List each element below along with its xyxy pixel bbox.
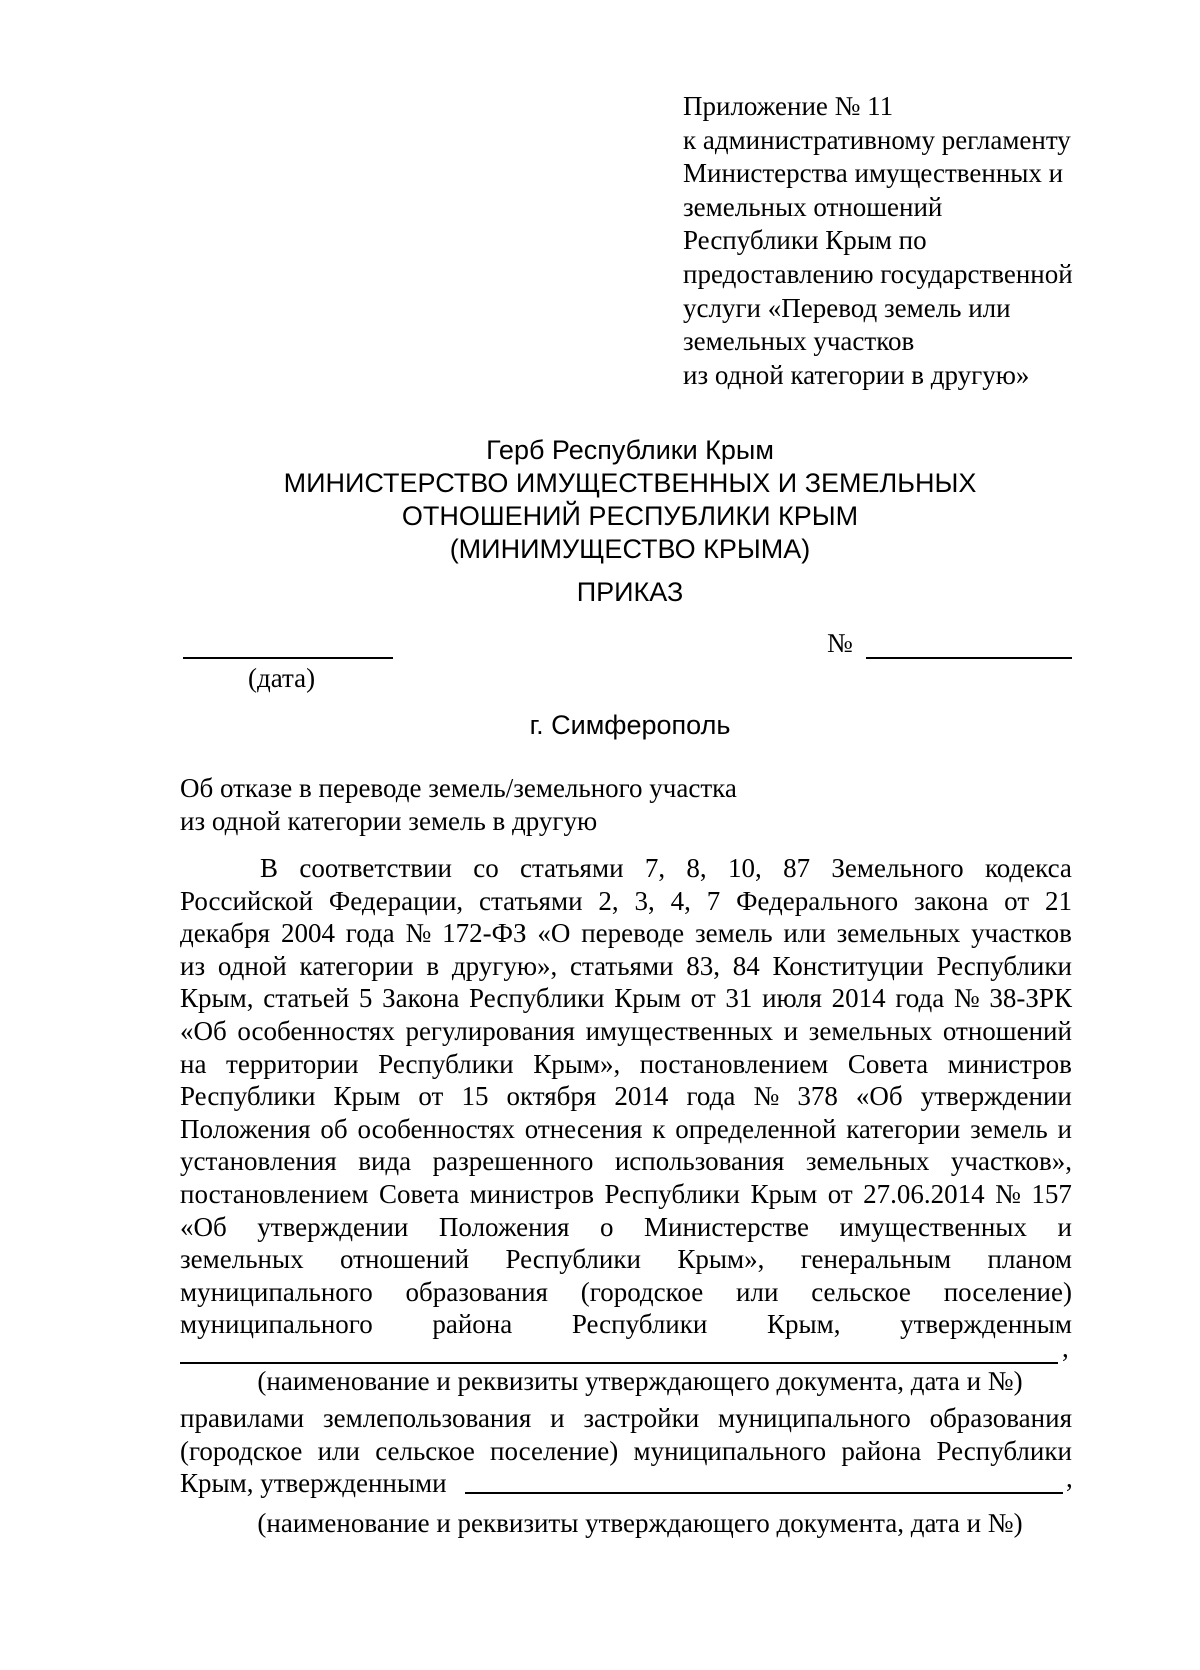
ministry-header [180,434,1080,566]
land-use-rules-paragraph [180,1402,1072,1500]
body-line: постановлением Совета министров Республики Крым от 27.06.2014 № 157 [180,1178,1072,1209]
rules-line: Крым, утвержденными [180,1468,447,1499]
approving-document-caption-2: (наименование и реквизиты утверждающего документа, дата и №) [257,1508,1023,1538]
number-blank-line [866,657,1072,659]
appendix-line: земельных отношений [683,191,943,222]
approving-document-blank-line-2 [465,1492,1063,1494]
subject-line: из одной категории земель в другую [180,806,598,836]
rules-line: (городское или сельское поселение) муниципального района Республики [180,1435,1072,1466]
ministry-short-name: (МИНИМУЩЕСТВО КРЫМА) [449,534,811,564]
body-line: В соответствии со статьями 7, 8, 10, 87 Земельного кодекса [260,853,1072,883]
appendix-line: из одной категории в другую» [683,359,1030,390]
rules-line: правилами землепользования и застройки муниципального образования [180,1403,1072,1433]
body-line: Республики Крым от 15 октября 2014 года № 378 «Об утверждении [180,1081,1072,1112]
body-line: на территории Республики Крым», постановлением Совета министров [180,1048,1072,1079]
subject-line: Об отказе в переводе земель/земельного участка [180,773,737,803]
body-line: «Об утверждении Положения о Министерстве имущественных и [180,1211,1072,1242]
body-line: муниципального образования (городское или сельское поселение) [180,1276,1072,1307]
date-caption: (дата) [248,663,316,693]
appendix-line: к административному регламенту [683,124,1071,155]
body-line: Положения об особенностях отнесения к определенной категории земель и [180,1113,1072,1144]
body-line: «Об особенностях регулирования имущественных и земельных отношений [180,1015,1072,1046]
body-line: муниципального района Республики Крым, утвержденным [180,1309,1072,1340]
date-blank-line [183,657,393,659]
appendix-line: предоставлению государственной [683,258,1073,289]
body-line: Крым, статьей 5 Закона Республики Крым от 31 июля 2014 года № 38-ЗРК [180,983,1072,1014]
body-line: земельных отношений Республики Крым», генеральным планом [180,1244,1072,1275]
number-sign: № [827,628,853,658]
order-subject [180,772,737,838]
body-line: из одной категории в другую», статьями 83, 84 Конституции Республики [180,950,1072,981]
ministry-name-line: ОТНОШЕНИЙ РЕСПУБЛИКИ КРЫМ [401,501,859,531]
body-line: Российской Федерации, статьями 2, 3, 4, 7 Федерального закона от 21 [180,885,1072,916]
appendix-line: Министерства имущественных и [683,158,1064,189]
ministry-name-line: МИНИСТЕРСТВО ИМУЩЕСТВЕННЫХ И ЗЕМЕЛЬНЫХ [283,468,977,498]
blank-line-comma: , [1062,1333,1069,1363]
order-body [180,852,1072,1341]
coat-of-arms-caption: Герб Республики Крым [486,435,774,465]
appendix-line: услуги «Перевод земель или [683,292,1011,323]
appendix-line: земельных участков [683,326,915,357]
city-name: г. Симферополь [529,710,731,740]
approving-document-caption: (наименование и реквизиты утверждающего документа, дата и №) [257,1366,1023,1396]
body-line: установления вида разрешенного использования земельных участков», [180,1146,1072,1177]
appendix-line: Республики Крым по [683,225,927,256]
blank-line-comma: , [1066,1463,1073,1493]
body-line: декабря 2004 года № 172-ФЗ «О переводе земель или земельных участков [180,918,1072,949]
appendix-block [683,90,1103,392]
document-title: ПРИКАЗ [576,577,684,607]
appendix-line: Приложение № 11 [683,91,894,121]
approving-document-blank-line [180,1362,1058,1364]
